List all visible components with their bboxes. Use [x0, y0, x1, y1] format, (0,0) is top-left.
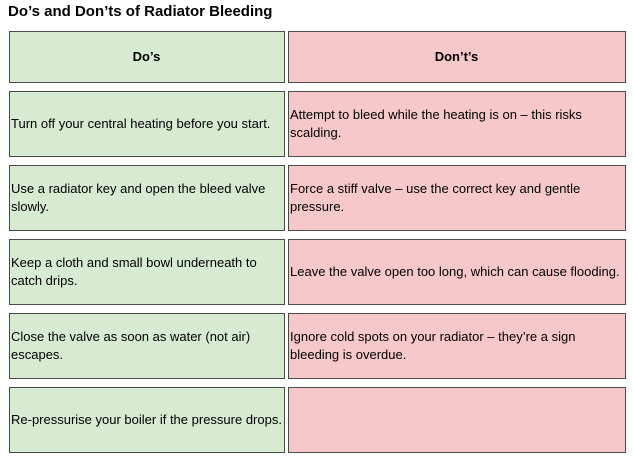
dont-cell-1 — [288, 91, 626, 157]
do-text-4: Close the valve as soon as water (not air) escapes. — [11, 329, 251, 362]
dont-text-3: Leave the valve open too long, which can cause flooding. — [290, 264, 620, 279]
do-cell-1 — [9, 91, 285, 157]
do-cell-2 — [9, 165, 285, 231]
do-text-1: Turn off your central heating before you start. — [11, 116, 271, 131]
dont-cell-5 — [288, 387, 626, 453]
column-header-dos-label: Do’s — [132, 49, 161, 64]
page-title: Do’s and Don’ts of Radiator Bleeding — [8, 3, 273, 20]
column-header-dos — [9, 31, 285, 83]
do-text-3: Keep a cloth and small bowl underneath to catch drips. — [11, 255, 257, 288]
dont-text-1: Attempt to bleed while the heating is on – this risks scalding. — [290, 107, 582, 140]
dont-cell-4 — [288, 313, 626, 379]
do-text-2: Use a radiator key and open the bleed valve slowly. — [11, 181, 266, 214]
dont-text-2: Force a stiff valve – use the correct key and gentle pressure. — [290, 181, 581, 214]
dont-text-4: Ignore cold spots on your radiator – they’re a sign bleeding is overdue. — [290, 329, 576, 362]
dos-donts-table — [9, 31, 626, 455]
do-cell-4 — [9, 313, 285, 379]
dont-cell-3 — [288, 239, 626, 305]
do-text-5: Re-pressurise your boiler if the pressure drops. — [11, 412, 282, 427]
column-header-donts — [288, 31, 626, 83]
dont-cell-2 — [288, 165, 626, 231]
do-cell-5 — [9, 387, 285, 453]
column-header-donts-label: Don’t’s — [434, 49, 479, 64]
do-cell-3 — [9, 239, 285, 305]
